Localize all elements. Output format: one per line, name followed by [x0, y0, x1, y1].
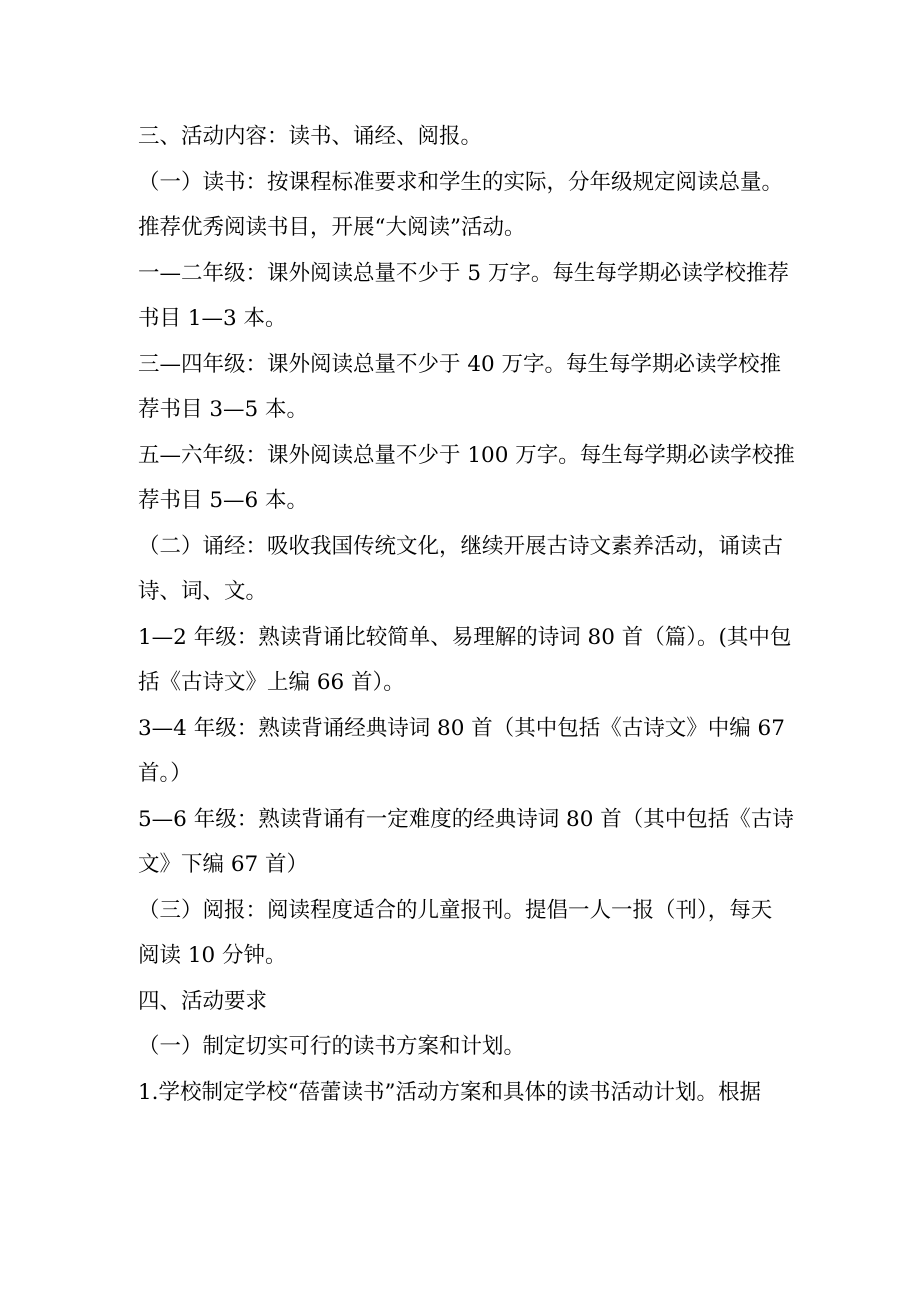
paragraph-line: 5—6 年级：熟读背诵有一定难度的经典诗词 80 首（其中包括《古诗 — [138, 806, 794, 832]
paragraph-line: 1—2 年级：熟读背诵比较简单、易理解的诗词 80 首（篇）。(其中包 — [138, 624, 792, 650]
paragraph-line: 一—二年级：课外阅读总量不少于 5 万字。每生每学期必读学校推荐 — [138, 260, 789, 286]
paragraph-line: 荐书目 3—5 本。 — [138, 397, 309, 422]
paragraph-line: （一）制定切实可行的读书方案和计划。 — [138, 1034, 526, 1059]
paragraph-line: 诗、词、文。 — [138, 579, 268, 604]
paragraph-line: 五—六年级：课外阅读总量不少于 100 万字。每生每学期必读学校推 — [138, 442, 795, 468]
paragraph-line: 文》下编 67 首） — [138, 852, 309, 877]
section-heading-activities: 三、活动内容：读书、诵经、阅报。 — [138, 124, 483, 149]
paragraph-line: （二）诵经：吸收我国传统文化，继续开展古诗文素养活动，诵读古 — [138, 533, 784, 559]
paragraph-line: 3—4 年级：熟读背诵经典诗词 80 首（其中包括《古诗文》中编 67 — [138, 715, 785, 741]
paragraph-line: 首。） — [138, 761, 192, 786]
section-heading-requirements: 四、活动要求 — [138, 988, 268, 1014]
paragraph-line: 括《古诗文》上编 66 首）。 — [138, 670, 405, 695]
paragraph-line: 荐书目 5—6 本。 — [138, 488, 309, 513]
paragraph-line: 书目 1—3 本。 — [138, 306, 287, 331]
paragraph-line: （三）阅报：阅读程度适合的儿童报刊。提倡一人一报（刊），每天 — [138, 897, 773, 923]
paragraph-line: 阅读 10 分钟。 — [138, 943, 287, 968]
paragraph-line: 1.学校制定学校“蓓蕾读书”活动方案和具体的读书活动计划。根据 — [138, 1079, 761, 1105]
paragraph-line: 三—四年级：课外阅读总量不少于 40 万字。每生每学期必读学校推 — [138, 351, 782, 377]
paragraph-line: （一）读书：按课程标准要求和学生的实际，分年级规定阅读总量。 — [138, 169, 784, 195]
paragraph-line: 推荐优秀阅读书目，开展“大阅读”活动。 — [138, 215, 526, 240]
document-body — [138, 114, 795, 1115]
